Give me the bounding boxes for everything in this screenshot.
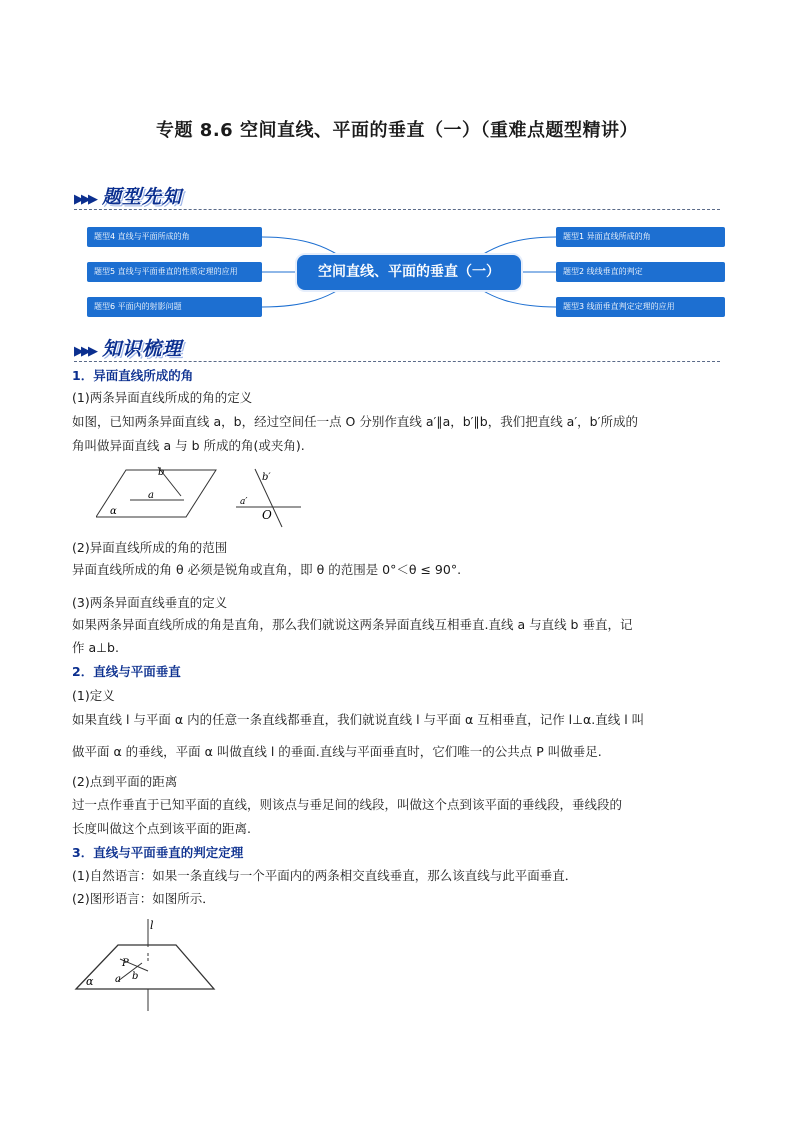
label-a: a xyxy=(148,490,154,501)
subheading: (1)定义 xyxy=(72,688,115,703)
banner-title: 知识梳理 xyxy=(102,338,183,360)
mindmap-node-type3: 题型3 线面垂直判定定理的应用 xyxy=(556,297,725,317)
line-perpendicular-plane-figure xyxy=(72,915,222,1015)
label-a: a xyxy=(115,974,121,985)
subheading: (2)异面直线所成的角的范围 xyxy=(72,540,228,555)
paragraph: 做平面 α 的垂线，平面 α 叫做直线 l 的垂面.直线与平面垂直时，它们唯一的公共点 P 叫做垂足. xyxy=(72,744,602,759)
subheading: (1)两条异面直线所成的角的定义 xyxy=(72,390,253,405)
section-heading-2: 2．直线与平面垂直 xyxy=(72,664,181,679)
label-b-prime: b′ xyxy=(262,472,271,483)
label-b: b xyxy=(158,467,165,478)
mindmap-node-type5: 题型5 直线与平面垂直的性质定理的应用 xyxy=(87,262,262,282)
label-o: O xyxy=(262,508,272,522)
subheading: (3)两条异面直线垂直的定义 xyxy=(72,595,228,610)
paragraph: 过一点作垂直于已知平面的直线，则该点与垂足间的线段，叫做这个点到该平面的垂线段，垂线段的 xyxy=(72,797,623,812)
page-title: 专题 8.6 空间直线、平面的垂直（一）（重难点题型精讲） xyxy=(156,120,638,141)
label-alpha: α xyxy=(110,506,117,517)
divider xyxy=(74,361,720,362)
mindmap-node-type6: 题型6 平面内的射影问题 xyxy=(87,297,262,317)
triple-arrow-icon: ▶▶▶ xyxy=(74,192,95,207)
mindmap-node-type1: 题型1 异面直线所成的角 xyxy=(556,227,725,247)
section-banner-knowledge xyxy=(74,334,182,362)
paragraph: 长度叫做这个点到该平面的距离. xyxy=(72,821,251,836)
paragraph: 如果直线 l 与平面 α 内的任意一条直线都垂直，我们就说直线 l 与平面 α 互相垂直，记作 l⊥α.直线 l 叫 xyxy=(72,712,645,727)
label-l: l xyxy=(150,919,154,932)
paragraph: 异面直线所成的角 θ 必须是锐角或直角，即 θ 的范围是 0°＜θ ≤ 90°. xyxy=(72,562,462,577)
label-a-prime: a′ xyxy=(240,497,248,507)
label-p: P xyxy=(122,958,129,969)
subheading: (2)点到平面的距离 xyxy=(72,774,178,789)
paragraph: 如果两条异面直线所成的角是直角，那么我们就说这两条异面直线互相垂直.直线 a 与直线 b 垂直，记 xyxy=(72,617,633,632)
paragraph: 角叫做异面直线 a 与 b 所成的角(或夹角). xyxy=(72,438,305,453)
mindmap-node-type2: 题型2 线线垂直的判定 xyxy=(556,262,725,282)
label-alpha: α xyxy=(86,975,94,988)
banner-title: 题型先知 xyxy=(102,186,183,208)
paragraph: (1)自然语言：如果一条直线与一个平面内的两条相交直线垂直，那么该直线与此平面垂直． xyxy=(72,868,578,883)
section-heading-1: 1．异面直线所成的角 xyxy=(72,368,194,383)
triple-arrow-icon: ▶▶▶ xyxy=(74,344,95,359)
paragraph: 如图，已知两条异面直线 a，b，经过空间任一点 O 分别作直线 a′∥a，b′∥b，我们把直线 a′，b′所成的 xyxy=(72,414,638,429)
paragraph: 作 a⊥b. xyxy=(72,640,119,655)
label-b: b xyxy=(132,971,139,982)
mindmap-center-node: 空间直线、平面的垂直（一） xyxy=(297,255,521,290)
mindmap-node-type4: 题型4 直线与平面所成的角 xyxy=(87,227,262,247)
section-heading-3: 3．直线与平面垂直的判定定理 xyxy=(72,845,244,860)
skew-lines-figure xyxy=(96,462,306,532)
paragraph: (2)图形语言：如图所示． xyxy=(72,891,215,906)
